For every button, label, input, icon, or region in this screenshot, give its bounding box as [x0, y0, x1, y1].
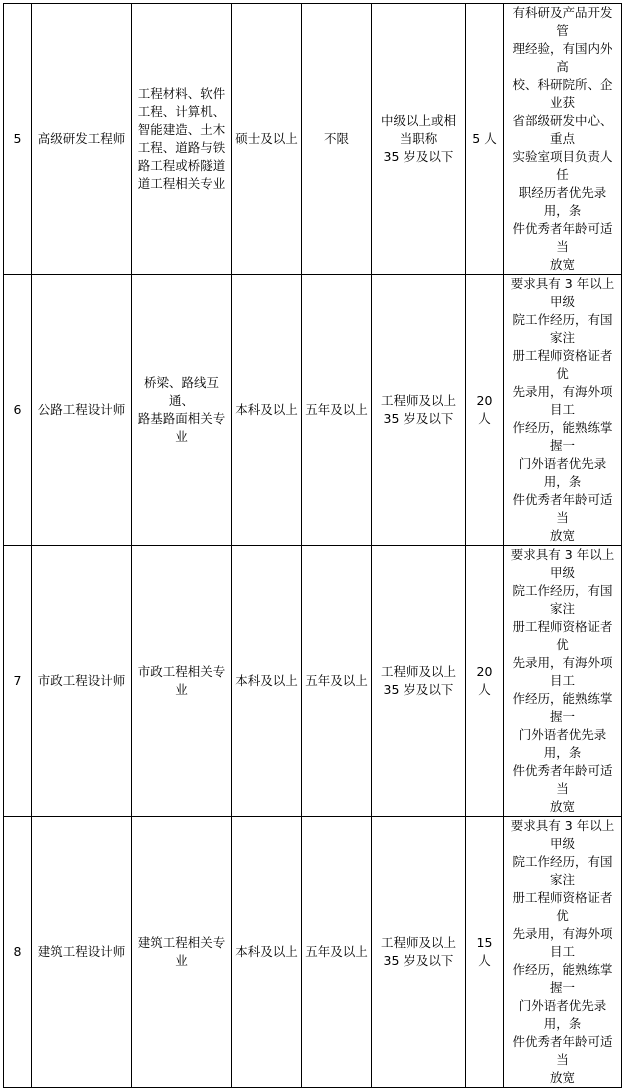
requirement-line: 先录用，有海外项目工: [512, 655, 613, 688]
title-age-cell: [372, 275, 466, 546]
requirement-line: 先录用，有海外项目工: [512, 926, 613, 959]
requirement-line: 件优秀者年龄可适当: [512, 492, 613, 525]
major-line: 路工程或桥隧道: [137, 158, 226, 173]
requirement-line: 件优秀者年龄可适当: [512, 763, 613, 796]
table-body: [4, 4, 622, 1088]
major-line: 业: [175, 953, 188, 968]
major-cell: [132, 546, 232, 817]
table-row: [4, 546, 622, 817]
major-line: 工程、计算机、: [137, 104, 226, 119]
experience: 五年及以上: [302, 817, 372, 1088]
major-line: 道工程相关专业: [137, 176, 226, 191]
major-line: 业: [175, 682, 188, 697]
major-line: 桥梁、路线互通、: [143, 375, 219, 408]
major-cell: [132, 4, 232, 275]
requirements-cell: [504, 4, 622, 275]
table-row: [4, 275, 622, 546]
requirement-line: 放宽: [549, 257, 575, 272]
requirements-cell: [504, 817, 622, 1088]
row-number: 7: [4, 546, 32, 817]
education: 硕士及以上: [232, 4, 302, 275]
major-line: 建筑工程相关专: [137, 935, 226, 950]
title-age-cell: [372, 817, 466, 1088]
title-age-cell: [372, 4, 466, 275]
title-age-line: 中级以上或相: [380, 113, 456, 128]
title-age-line: 35 岁及以下: [383, 411, 454, 426]
title-age-line: 工程师及以上: [380, 935, 456, 950]
requirement-line: 放宽: [549, 528, 575, 543]
requirement-line: 要求具有 3 年以上甲级: [510, 276, 615, 309]
education: 本科及以上: [232, 275, 302, 546]
title-age-line: 当职称: [399, 131, 438, 146]
recruitment-table: [3, 3, 622, 1088]
position-name: 公路工程设计师: [32, 275, 132, 546]
title-age-cell: [372, 546, 466, 817]
requirement-line: 要求具有 3 年以上甲级: [510, 818, 615, 851]
requirement-line: 院工作经历，有国家注: [512, 312, 613, 345]
title-age-line: 35 岁及以下: [383, 149, 454, 164]
requirement-line: 册工程师资格证者优: [512, 348, 613, 381]
requirement-line: 院工作经历，有国家注: [512, 583, 613, 616]
row-number: 6: [4, 275, 32, 546]
requirement-line: 作经历，能熟练掌握一: [512, 691, 613, 724]
experience: 五年及以上: [302, 546, 372, 817]
requirement-line: 校、科研院所、企业获: [512, 77, 613, 110]
requirements-cell: [504, 546, 622, 817]
requirement-line: 有科研及产品开发管: [512, 5, 613, 38]
requirement-line: 门外语者优先录用，条: [518, 727, 607, 760]
major-cell: [132, 817, 232, 1088]
title-age-line: 工程师及以上: [380, 393, 456, 408]
requirement-line: 门外语者优先录用，条: [518, 456, 607, 489]
position-name: 高级研发工程师: [32, 4, 132, 275]
title-age-line: 35 岁及以下: [383, 682, 454, 697]
major-line: 智能建造、土木: [137, 122, 226, 137]
requirement-line: 作经历，能熟练掌握一: [512, 962, 613, 995]
major-line: 市政工程相关专: [137, 664, 226, 679]
row-number: 8: [4, 817, 32, 1088]
requirement-line: 职经历者优先录用，条: [518, 185, 607, 218]
requirement-line: 省部级研发中心、重点: [512, 113, 613, 146]
requirement-line: 件优秀者年龄可适当: [512, 221, 613, 254]
position-name: 市政工程设计师: [32, 546, 132, 817]
requirement-line: 放宽: [549, 1070, 575, 1085]
row-number: 5: [4, 4, 32, 275]
position-name: 建筑工程设计师: [32, 817, 132, 1088]
requirement-line: 册工程师资格证者优: [512, 619, 613, 652]
headcount: 20 人: [466, 275, 504, 546]
major-line: 工程、道路与铁: [137, 140, 226, 155]
table-row: [4, 817, 622, 1088]
title-age-line: 工程师及以上: [380, 664, 456, 679]
requirements-cell: [504, 275, 622, 546]
headcount: 15 人: [466, 817, 504, 1088]
requirement-line: 册工程师资格证者优: [512, 890, 613, 923]
title-age-line: 35 岁及以下: [383, 953, 454, 968]
major-line: 路基路面相关专业: [137, 411, 226, 444]
requirement-line: 作经历，能熟练掌握一: [512, 420, 613, 453]
requirement-line: 实验室项目负责人任: [512, 149, 613, 182]
headcount: 20 人: [466, 546, 504, 817]
headcount: 5 人: [466, 4, 504, 275]
education: 本科及以上: [232, 817, 302, 1088]
requirement-line: 件优秀者年龄可适当: [512, 1034, 613, 1067]
experience: 不限: [302, 4, 372, 275]
major-cell: [132, 275, 232, 546]
requirement-line: 门外语者优先录用，条: [518, 998, 607, 1031]
table-row: [4, 4, 622, 275]
requirement-line: 先录用，有海外项目工: [512, 384, 613, 417]
requirement-line: 理经验，有国内外高: [512, 41, 613, 74]
experience: 五年及以上: [302, 275, 372, 546]
requirement-line: 放宽: [549, 799, 575, 814]
requirement-line: 要求具有 3 年以上甲级: [510, 547, 615, 580]
education: 本科及以上: [232, 546, 302, 817]
requirement-line: 院工作经历，有国家注: [512, 854, 613, 887]
major-line: 工程材料、软件: [137, 86, 226, 101]
